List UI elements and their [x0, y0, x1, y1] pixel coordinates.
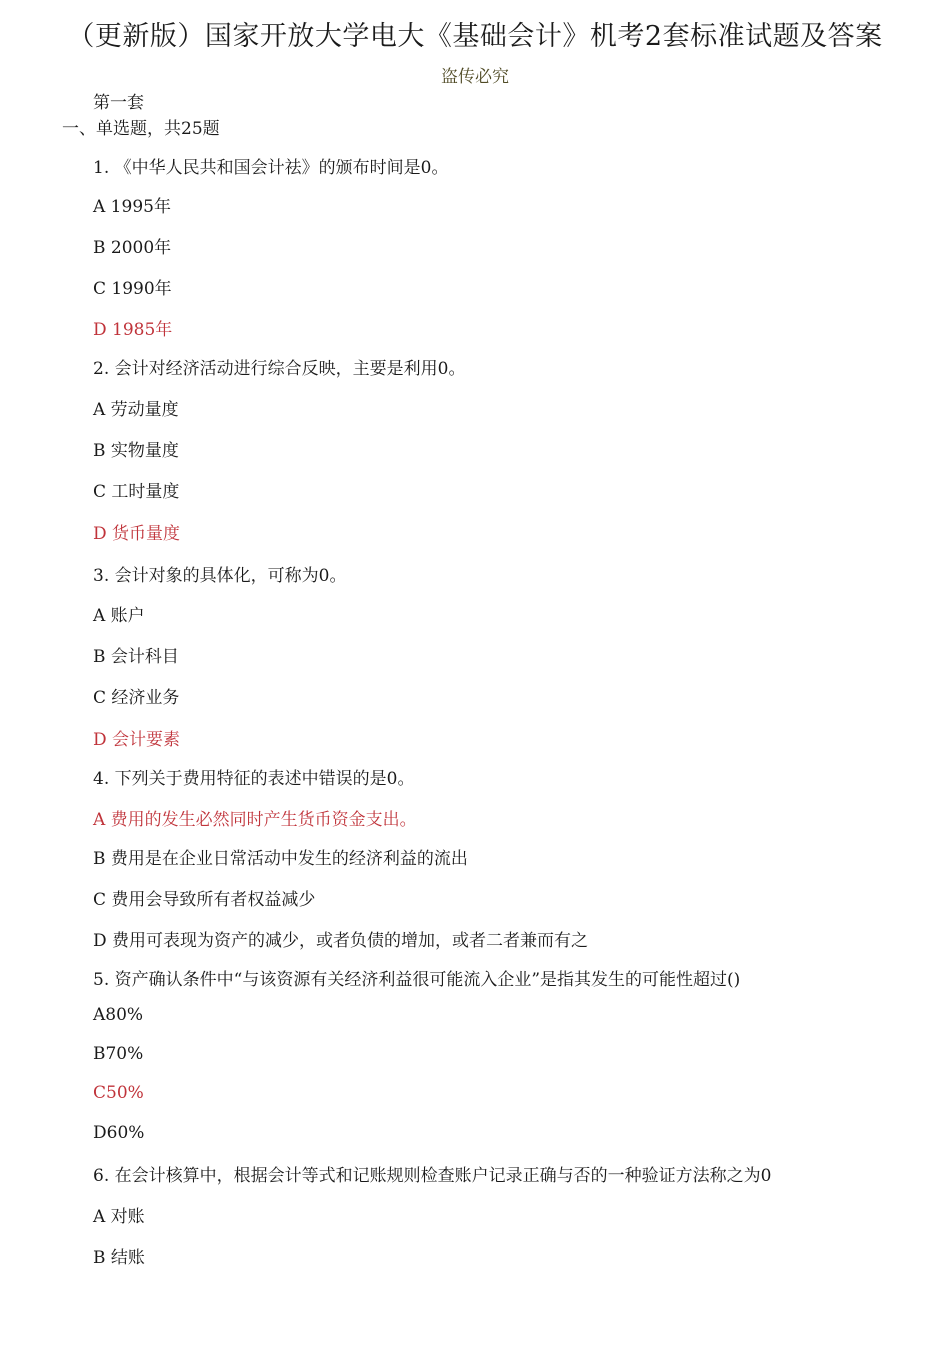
question-stem: 6. 在会计核算中，根据会计等式和记账规则检查账户记录正确与否的一种验证方法称之为0	[93, 1166, 772, 1186]
answer-option: A 对账	[93, 1207, 145, 1227]
question-stem: 5. 资产确认条件中“与该资源有关经济利益很可能流入企业”是指其发生的可能性超过()	[93, 970, 741, 990]
answer-option: B 会计科目	[93, 647, 179, 667]
set-label: 第一套	[93, 93, 144, 113]
answer-option: A 1995年	[93, 197, 171, 217]
answer-option: C 工时量度	[93, 482, 180, 502]
answer-option: A80%	[93, 1005, 144, 1025]
question-stem: 1. 《中华人民共和国会计祛》的颁布时间是0。	[93, 158, 449, 178]
answer-option: C 1990年	[93, 279, 172, 299]
answer-option: B 费用是在企业日常活动中发生的经济利益的流出	[93, 849, 468, 869]
answer-option: D 费用可表现为资产的减少，或者负债的增加，或者二者兼而有之	[93, 931, 589, 951]
answer-option-correct: D 1985年	[93, 320, 173, 340]
answer-option: C 费用会导致所有者权益减少	[93, 890, 316, 910]
document-title: （更新版）国家开放大学电大《基础会计》机考2套标准试题及答案	[67, 21, 883, 52]
section-label: 一、单选题，共25题	[62, 119, 220, 139]
question-stem: 4. 下列关于费用特征的表述中错误的是0。	[93, 769, 415, 789]
document-subtitle: 盗传必究	[441, 67, 509, 87]
question-stem: 3. 会计对象的具体化，可称为0。	[93, 566, 347, 586]
answer-option: D60%	[93, 1123, 145, 1143]
answer-option: B 实物量度	[93, 441, 179, 461]
answer-option: C 经济业务	[93, 688, 180, 708]
answer-option-correct: C50%	[93, 1083, 144, 1103]
answer-option: A 账户	[93, 606, 145, 626]
answer-option: B70%	[93, 1044, 144, 1064]
answer-option-correct: D 货币量度	[93, 524, 181, 544]
question-stem: 2. 会计对经济活动进行综合反映，主要是利用0。	[93, 359, 466, 379]
answer-option: A 劳动量度	[93, 400, 179, 420]
answer-option: B 结账	[93, 1248, 145, 1268]
answer-option-correct: D 会计要素	[93, 730, 181, 750]
answer-option: B 2000年	[93, 238, 172, 258]
answer-option-correct: A 费用的发生必然同时产生货币资金支出。	[93, 810, 417, 830]
